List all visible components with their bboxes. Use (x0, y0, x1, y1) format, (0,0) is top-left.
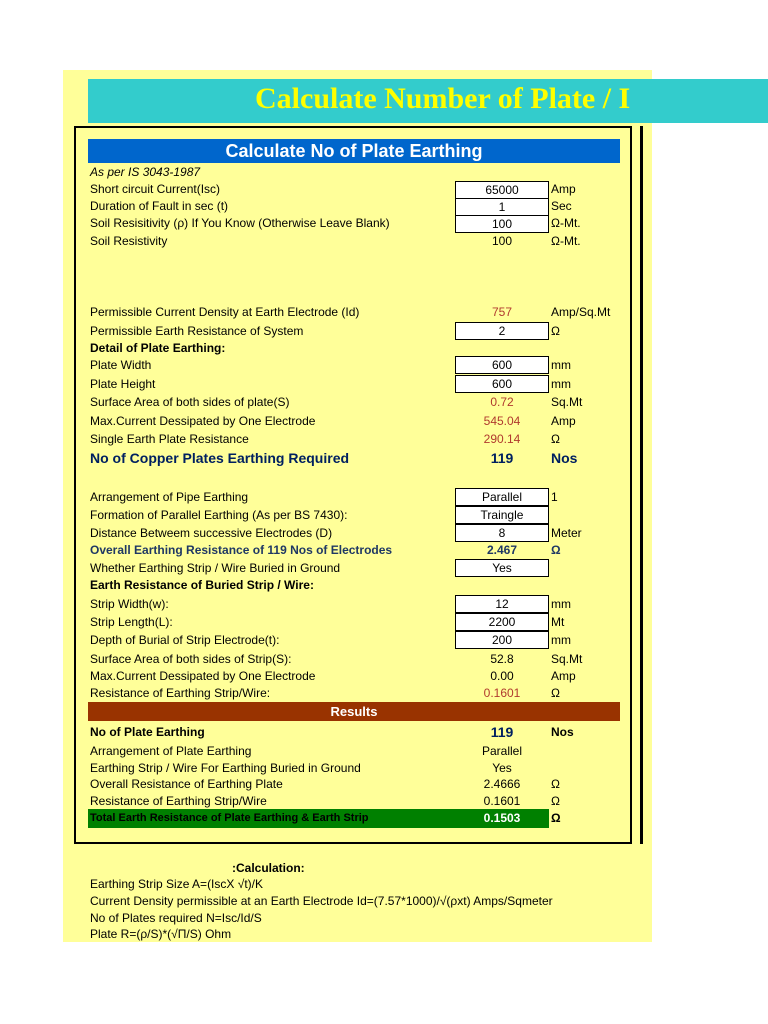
arrangement-select[interactable]: Parallel (455, 488, 549, 506)
electrode-distance-label: Distance Betweem successive Electrodes (D) (90, 526, 333, 540)
formation-label: Formation of Parallel Earthing (As per BS 7430): (90, 508, 348, 522)
total-resistance-value: 0.1503 (483, 811, 521, 825)
isc-label: Short circuit Current(Isc) (90, 182, 221, 196)
soil-resistivity-input-unit: Ω-Mt. (551, 216, 581, 230)
arrangement-label: Arrangement of Pipe Earthing (90, 490, 249, 504)
results-heading: Results (88, 702, 620, 721)
fault-duration-label: Duration of Fault in sec (t) (90, 199, 229, 213)
total-resistance-label: Total Earth Resistance of Plate Earthing & Earth Strip (90, 812, 369, 824)
strip-area-unit: Sq.Mt (551, 652, 583, 666)
plate-detail-heading: Detail of Plate Earthing: (90, 341, 226, 355)
result-strip-buried-value: Yes (492, 761, 512, 775)
result-plates-label: No of Plate Earthing (90, 725, 205, 739)
strip-max-current-value: 0.00 (490, 669, 514, 683)
plate-resistance-label: Single Earth Plate Resistance (90, 432, 249, 446)
result-arrangement-value: Parallel (481, 744, 523, 758)
calculator-title: Calculate No of Plate Earthing (88, 139, 620, 163)
soil-resistivity-input[interactable]: 100 (455, 215, 549, 233)
electrode-distance-input[interactable]: 8 (455, 524, 549, 542)
adjacent-panel-border (640, 126, 643, 844)
strip-resistance-label: Resistance of Earthing Strip/Wire: (90, 686, 271, 700)
plate-width-input[interactable]: 600 (455, 356, 549, 374)
strip-length-input[interactable]: 2200 (455, 613, 549, 631)
result-plates-unit: Nos (551, 725, 574, 739)
standard-note: As per IS 3043-1987 (90, 165, 201, 179)
soil-resistivity-value: 100 (491, 234, 513, 248)
strip-width-label: Strip Width(w): (90, 597, 169, 611)
isc-input[interactable]: 65000 (455, 181, 549, 199)
arrangement-index: 1 (551, 490, 558, 504)
soil-resistivity-unit: Ω-Mt. (551, 234, 581, 248)
strip-depth-input[interactable]: 200 (455, 631, 549, 649)
fault-duration-input[interactable]: 1 (455, 198, 549, 216)
result-strip-resistance-unit: Ω (551, 794, 560, 808)
calculation-heading: :Calculation: (232, 861, 305, 875)
electrode-distance-unit: Meter (551, 526, 582, 540)
plate-max-current-label: Max.Current Dessipated by One Electrode (90, 414, 316, 428)
plates-required-label: No of Copper Plates Earthing Required (90, 450, 350, 466)
current-density-value: 757 (491, 305, 513, 319)
overall-resistance-value: 2.467 (486, 543, 518, 557)
banner (88, 79, 768, 123)
plates-required-unit: Nos (551, 450, 578, 466)
total-resistance-unit: Ω (551, 811, 561, 825)
strip-width-input[interactable]: 12 (455, 595, 549, 613)
plate-resistance-unit: Ω (551, 432, 560, 446)
strip-area-label: Surface Area of both sides of Strip(S): (90, 652, 292, 666)
strip-depth-unit: mm (551, 633, 571, 647)
strip-length-unit: Mt (551, 615, 565, 629)
formula-plates-required: No of Plates required N=Isc/Id/S (90, 911, 262, 925)
overall-resistance-label: Overall Earthing Resistance of 119 Nos of Electrodes (90, 543, 393, 557)
plate-width-label: Plate Width (90, 358, 152, 372)
earth-resistance-input[interactable]: 2 (455, 322, 549, 340)
strip-heading: Earth Resistance of Buried Strip / Wire: (90, 578, 314, 592)
result-overall-resistance-value: 2.4666 (483, 777, 521, 791)
strip-resistance-unit: Ω (551, 686, 560, 700)
result-strip-buried-label: Earthing Strip / Wire For Earthing Buried in Ground (90, 761, 361, 775)
strip-buried-label: Whether Earthing Strip / Wire Buried in Ground (90, 561, 341, 575)
soil-resistivity-label: Soil Resistivity (90, 234, 168, 248)
strip-max-current-unit: Amp (551, 669, 576, 683)
fault-duration-unit: Sec (551, 199, 572, 213)
plate-area-value: 0.72 (490, 395, 514, 409)
result-arrangement-label: Arrangement of Plate Earthing (90, 744, 252, 758)
soil-resistivity-known-label: Soil Resisitivity (ρ) If You Know (Otherwise Leave Blank) (90, 216, 390, 230)
strip-area-value: 52.8 (490, 652, 514, 666)
earth-resistance-label: Permissible Earth Resistance of System (90, 324, 304, 338)
strip-buried-select[interactable]: Yes (455, 559, 549, 577)
result-strip-resistance-value: 0.1601 (483, 794, 521, 808)
formation-select[interactable]: Traingle (455, 506, 549, 524)
isc-unit: Amp (551, 182, 576, 196)
plate-resistance-value: 290.14 (483, 432, 521, 446)
strip-resistance-value: 0.1601 (483, 686, 521, 700)
plate-height-unit: mm (551, 377, 571, 391)
formula-strip-size: Earthing Strip Size A=(IscX √t)/K (90, 877, 263, 891)
result-plates-value: 119 (490, 724, 514, 740)
current-density-label: Permissible Current Density at Earth Electrode (Id) (90, 305, 360, 319)
strip-depth-label: Depth of Burial of Strip Electrode(t): (90, 633, 280, 647)
plate-width-unit: mm (551, 358, 571, 372)
strip-max-current-label: Max.Current Dessipated by One Electrode (90, 669, 316, 683)
plate-max-current-unit: Amp (551, 414, 576, 428)
formula-current-density: Current Density permissible at an Earth Electrode Id=(7.57*1000)/√(ρxt) Amps/Sqmeter (90, 894, 553, 908)
strip-length-label: Strip Length(L): (90, 615, 173, 629)
plate-max-current-value: 545.04 (483, 414, 521, 428)
current-density-unit: Amp/Sq.Mt (551, 305, 611, 319)
strip-width-unit: mm (551, 597, 571, 611)
plates-required-value: 119 (490, 450, 514, 466)
plate-height-label: Plate Height (90, 377, 156, 391)
result-strip-resistance-label: Resistance of Earthing Strip/Wire (90, 794, 267, 808)
earth-resistance-unit: Ω (551, 324, 560, 338)
overall-resistance-unit: Ω (551, 543, 561, 557)
banner-title: Calculate Number of Plate / I (255, 82, 631, 115)
plate-height-input[interactable]: 600 (455, 375, 549, 393)
formula-plate-resistance: Plate R=(ρ/S)*(√Π/S) Ohm (90, 927, 232, 941)
plate-area-unit: Sq.Mt (551, 395, 583, 409)
result-overall-resistance-unit: Ω (551, 777, 560, 791)
result-overall-resistance-label: Overall Resistance of Earthing Plate (90, 777, 283, 791)
plate-area-label: Surface Area of both sides of plate(S) (90, 395, 290, 409)
